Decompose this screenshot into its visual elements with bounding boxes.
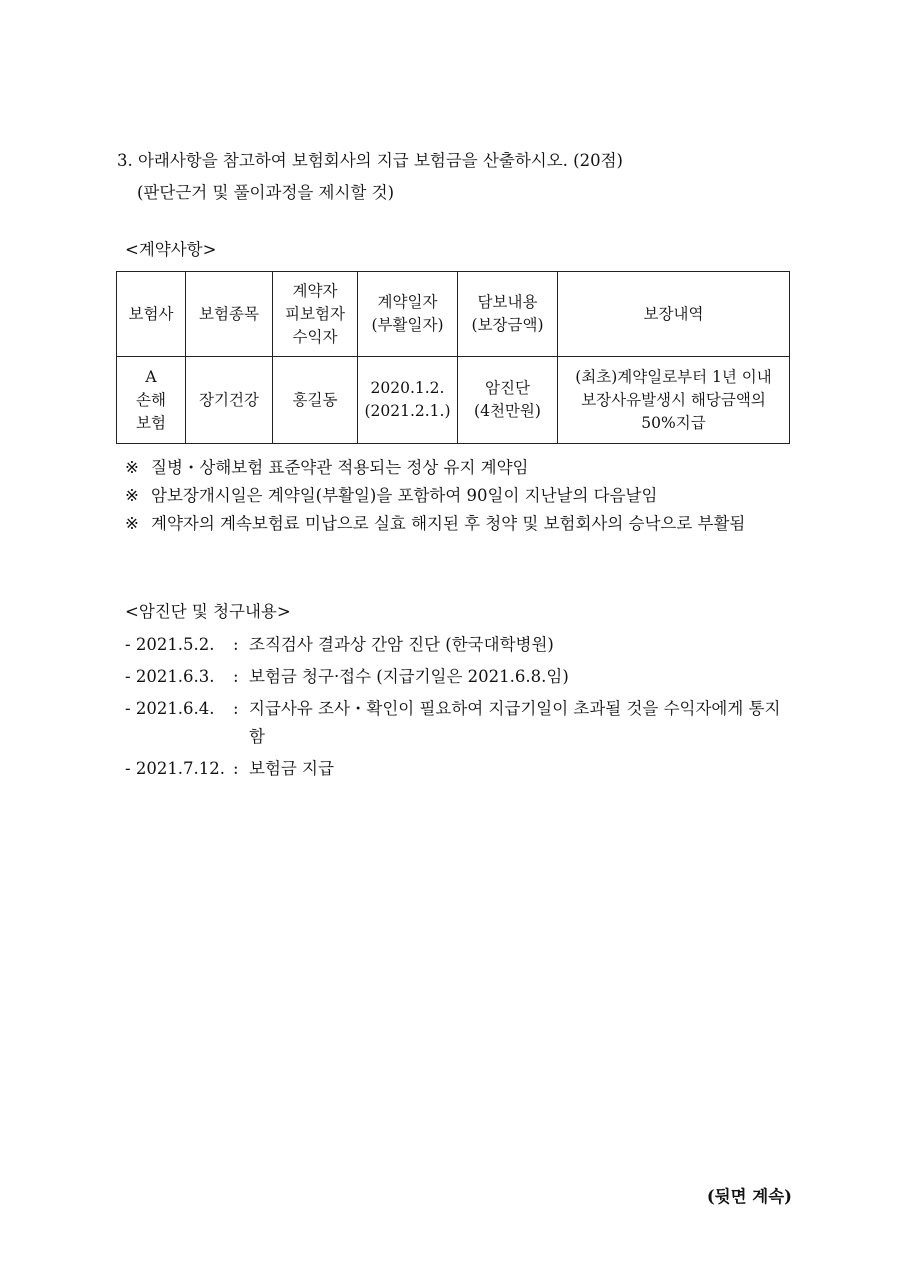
note-item bbox=[125, 510, 790, 537]
claim-item bbox=[125, 755, 790, 783]
question-subtitle: (판단근거 및 풀이과정을 제시할 것) bbox=[137, 183, 394, 202]
claim-text: 보험금 지급 bbox=[249, 759, 334, 778]
note-item bbox=[125, 482, 790, 509]
cell-contract-date: 2020.1.2. (2021.2.1.) bbox=[358, 357, 458, 444]
header-coverage-details: 보장내역 bbox=[558, 272, 790, 357]
claim-text: 조직검사 결과상 간암 진단 (한국대학병원) bbox=[249, 635, 554, 654]
claim-text: 보험금 청구·접수 (지급기일은 2021.6.8.임) bbox=[249, 667, 569, 686]
note-text: 암보장개시일은 계약일(부활일)을 포함하여 90일이 지난날의 다음날임 bbox=[151, 486, 658, 505]
claim-date: - 2021.5.2. bbox=[125, 635, 215, 654]
claim-text: 지급사유 조사・확인이 필요하여 지급기일이 초과될 것을 수익자에게 통지함 bbox=[249, 699, 781, 746]
claim-date: - 2021.7.12. bbox=[125, 759, 226, 778]
claim-date: - 2021.6.4. bbox=[125, 699, 215, 718]
cell-coverage-details: (최초)계약일로부터 1년 이내 보장사유발생시 해당금액의 50%지급 bbox=[558, 357, 790, 444]
header-insurer: 보험사 bbox=[117, 272, 186, 357]
cell-parties: 홍길동 bbox=[273, 357, 358, 444]
contract-notes bbox=[125, 454, 790, 538]
claim-date: - 2021.6.3. bbox=[125, 667, 215, 686]
cell-coverage: 암진단 (4천만원) bbox=[458, 357, 558, 444]
claim-item bbox=[125, 695, 790, 751]
note-text: 질병・상해보험 표준약관 적용되는 정상 유지 계약임 bbox=[151, 458, 529, 477]
question-title: 3. 아래사항을 참고하여 보험회사의 지급 보험금을 산출하시오. (20점) bbox=[117, 151, 623, 170]
contract-header-row bbox=[117, 272, 790, 357]
cell-insurer: A 손해 보험 bbox=[117, 357, 186, 444]
note-item bbox=[125, 454, 790, 481]
note-mark: ※ bbox=[125, 486, 139, 505]
note-mark: ※ bbox=[125, 458, 139, 477]
header-product-type: 보험종목 bbox=[186, 272, 273, 357]
contract-table bbox=[116, 271, 790, 444]
note-mark: ※ bbox=[125, 514, 139, 533]
claim-timeline bbox=[125, 631, 790, 787]
claim-item bbox=[125, 631, 790, 659]
claim-item bbox=[125, 663, 790, 691]
claim-colon: : bbox=[233, 699, 239, 718]
claim-colon: : bbox=[233, 667, 239, 686]
claim-heading: <암진단 및 청구내용> bbox=[125, 602, 291, 621]
note-text: 계약자의 계속보험료 미납으로 실효 해지된 후 청약 및 보험회사의 승낙으로 부활됨 bbox=[151, 514, 746, 533]
header-contract-date: 계약일자 (부활일자) bbox=[358, 272, 458, 357]
contract-heading: <계약사항> bbox=[125, 240, 217, 259]
claim-colon: : bbox=[233, 759, 239, 778]
header-parties: 계약자 피보험자 수익자 bbox=[273, 272, 358, 357]
header-coverage: 담보내용 (보장금액) bbox=[458, 272, 558, 357]
contract-data-row bbox=[117, 357, 790, 444]
continued-on-back: (뒷면 계속) bbox=[706, 1187, 792, 1206]
cell-product-type: 장기건강 bbox=[186, 357, 273, 444]
claim-colon: : bbox=[233, 635, 239, 654]
